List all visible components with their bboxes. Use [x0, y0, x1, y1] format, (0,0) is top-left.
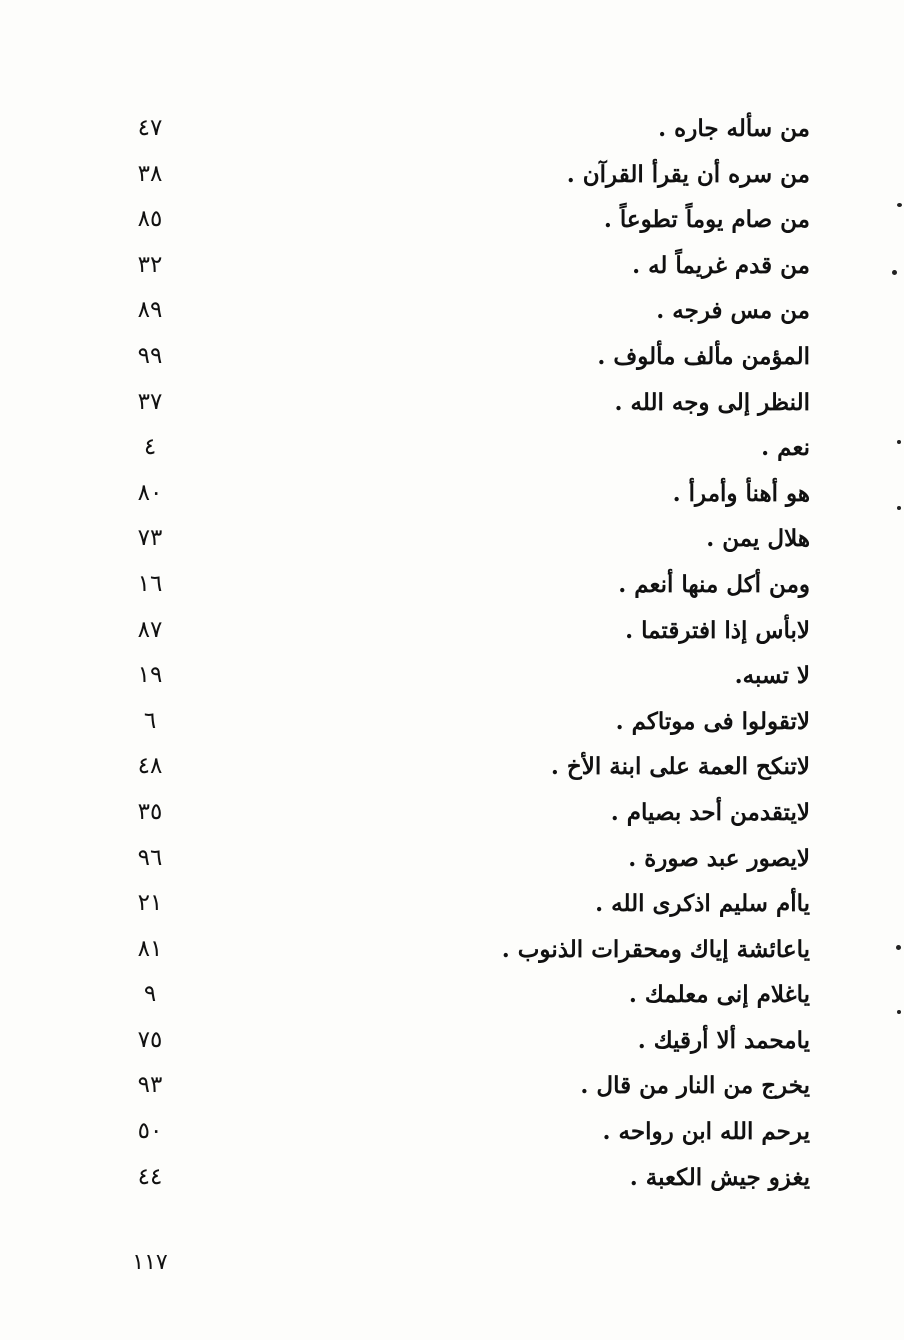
entry-page-number: ٣٢	[137, 251, 163, 278]
entry-page-number: ٩٩	[137, 342, 163, 369]
entry-page-number: ٤	[143, 434, 157, 461]
entry-text: لا تسبه.	[734, 662, 810, 690]
entry-page-number: ٤٤	[137, 1163, 163, 1190]
entry-text: النظر إلى وجه الله .	[614, 388, 810, 416]
scan-speck	[897, 1010, 901, 1014]
entry-page-number: ٦	[143, 707, 157, 734]
entry-page-number: ٨٧	[137, 616, 163, 643]
entry-text: من سأله جاره .	[658, 115, 810, 142]
entry-page-number: ٣٥	[137, 798, 163, 825]
entry-page-number: ٨٩	[137, 297, 163, 324]
entry-text: لايتقدمن أحد بصيام .	[610, 798, 810, 826]
scan-speck	[897, 506, 901, 510]
index-entry	[120, 288, 820, 334]
entry-text: المؤمن مألف مألوف .	[597, 342, 810, 370]
page-number: ١١٧	[132, 1250, 168, 1275]
entry-text: يخرج من النار من قال .	[580, 1072, 810, 1100]
index-entry	[120, 790, 820, 836]
index-entry	[120, 516, 820, 562]
index-entry	[120, 972, 820, 1018]
entry-page-number: ٣٨	[137, 160, 163, 187]
entry-page-number: ٩٦	[137, 844, 163, 871]
index-entry	[120, 836, 820, 882]
scan-speck	[896, 945, 901, 950]
entry-page-number: ١٩	[137, 662, 163, 689]
entry-text: لاتقولوا فى موتاكم .	[615, 707, 810, 735]
index-entry	[120, 1109, 820, 1155]
entry-text: يرحم الله ابن رواحه .	[602, 1118, 810, 1146]
entry-page-number: ١٦	[137, 570, 163, 597]
entry-page-number: ٤٧	[137, 115, 163, 141]
entry-text: ومن أكل منها أنعم .	[618, 570, 810, 598]
entry-text: يغزو جيش الكعبة .	[629, 1163, 810, 1191]
index-entry	[120, 653, 820, 699]
entry-page-number: ٣٧	[137, 388, 163, 415]
scan-speck	[892, 270, 897, 275]
index-entry	[120, 608, 820, 654]
entry-page-number: ٨١	[137, 935, 163, 962]
entry-text: ياعائشة إياك ومحقرات الذنوب .	[501, 935, 810, 963]
index-entry	[120, 152, 820, 198]
index-entry	[120, 1018, 820, 1064]
entry-page-number: ٧٣	[137, 525, 163, 552]
scan-speck	[897, 440, 901, 444]
entry-text: من مس فرجه .	[656, 297, 810, 325]
entry-text: هلال يمن .	[706, 525, 810, 553]
entry-text: من سره أن يقرأ القرآن .	[566, 160, 810, 188]
entry-text: هو أهنأ وأمرأ .	[672, 479, 810, 507]
scan-speck	[897, 203, 902, 207]
index-entry	[120, 881, 820, 927]
entry-page-number: ٩٣	[137, 1072, 163, 1099]
index-entry	[120, 699, 820, 745]
index-entry	[120, 562, 820, 608]
entry-text: من قدم غريماً له .	[632, 251, 810, 279]
index-entry	[120, 380, 820, 426]
entry-page-number: ٨٥	[137, 206, 163, 233]
index-entry	[120, 1155, 820, 1201]
index-entry	[120, 471, 820, 517]
entry-text: لاتنكح العمة على ابنة الأخ .	[550, 753, 810, 781]
index-entry	[120, 744, 820, 790]
entry-text: ياأم سليم اذكرى الله .	[595, 890, 810, 918]
entry-text: لايصور عبد صورة .	[628, 844, 810, 872]
index-entry	[120, 927, 820, 973]
index-entry	[120, 425, 820, 471]
entry-text: ياغلام إنى معلمك .	[628, 981, 810, 1009]
entry-page-number: ٩	[143, 981, 157, 1008]
entry-text: من صام يوماً تطوعاً .	[603, 206, 810, 234]
entry-page-number: ٨٠	[137, 479, 163, 506]
index-entry	[120, 334, 820, 380]
entry-page-number: ٤٨	[137, 753, 163, 780]
entry-page-number: ٥٠	[137, 1118, 163, 1145]
entry-page-number: ٢١	[137, 890, 163, 917]
entry-page-number: ٧٥	[137, 1026, 163, 1053]
entry-text: يامحمد ألا أرقيك .	[637, 1026, 810, 1054]
index-entry	[120, 243, 820, 289]
index-entry	[120, 1063, 820, 1109]
entry-text: لابأس إذا افترقتما .	[625, 616, 810, 644]
hadith-index-list	[120, 106, 820, 1200]
index-entry	[120, 197, 820, 243]
entry-text: نعم .	[761, 434, 810, 462]
index-entry	[120, 106, 820, 152]
